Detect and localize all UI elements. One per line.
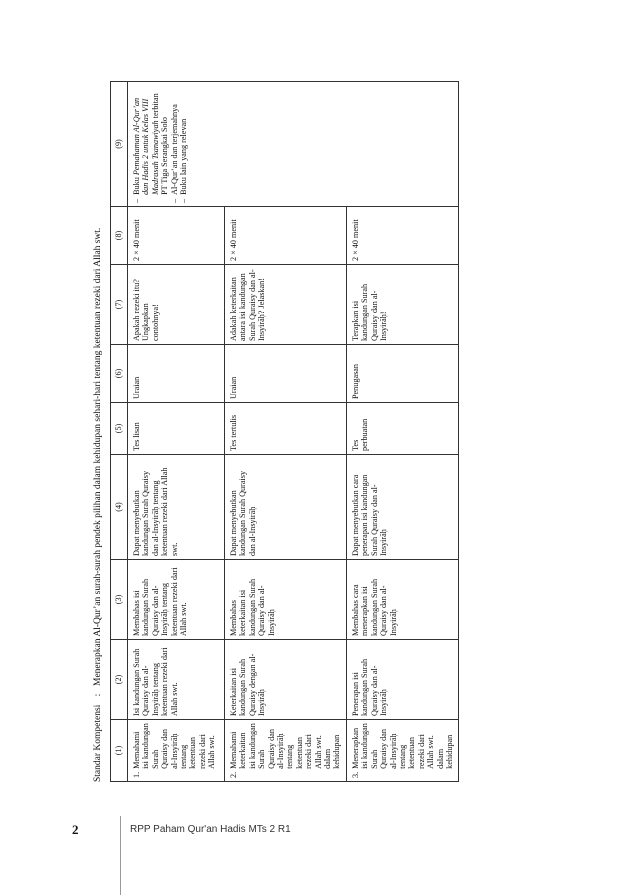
kegiatan-cell: Membahas cara menerapkan isi kandungan Surah Quraisy dan al-Insyirāḥ <box>346 560 458 640</box>
list-item: – Buku Pemahaman Al-Qur’an dan Hadis 2 untuk Kelas VIII Madrasah Tsanawiyah terbitan PT Tiga Serangkai Solo <box>132 93 170 203</box>
list-item: – Buku lain yang relevan <box>179 118 189 203</box>
book-prefix: Buku <box>132 177 141 195</box>
bentuk-cell: Penugasan <box>346 345 458 403</box>
contoh-instrumen-cell: Apakah rezeki itu? Ungkapkan contohnya! <box>128 265 225 345</box>
teknik-cell: Tes lisan <box>128 403 225 455</box>
kompetensi-dasar-cell <box>225 720 347 782</box>
kompetensi-dasar-text: Memahami keterkaitan isi kandungan Surah Quraisy dan al-Insyirāḥ tentang ketentuan rezeki dari Allah swt. dalam kehidupan <box>229 723 342 769</box>
footer-divider <box>120 816 121 895</box>
kompetensi-dasar-cell <box>346 720 458 782</box>
table-header-row <box>111 82 128 782</box>
sk-colon: : <box>93 693 103 697</box>
col-header: (1) <box>111 720 128 782</box>
quran-source: Al-Qur’an dan terjemahnya <box>169 104 179 195</box>
col-header: (7) <box>111 265 128 345</box>
contoh-instrumen-cell: Terapkan isi kandungan Surah Quraisy dan al-Insyirāḥ! <box>346 265 458 345</box>
book-title: Pemahaman Al-Qur’an dan Hadis 2 untuk Kelas VIII Madrasah Tsanawiyah <box>132 97 160 195</box>
col-header: (4) <box>111 455 128 560</box>
col-header: (6) <box>111 345 128 403</box>
kompetensi-dasar-cell <box>128 720 225 782</box>
sumber-list <box>132 85 188 203</box>
indikator-cell: Dapat menyebutkan kandungan Surah Quraisy dan al-Insyirāḥ <box>225 455 347 560</box>
row-number: 2. <box>229 771 238 778</box>
col-header: (2) <box>111 640 128 720</box>
col-header: (9) <box>111 82 128 207</box>
sk-label: Standar Kompetensi <box>93 704 103 782</box>
materi-cell: Penerapan isi kandungan Surah Quraisy dan al-Insyirāḥ <box>346 640 458 720</box>
page-number: 2 <box>72 822 79 837</box>
teknik-cell: Tes perbuatan <box>346 403 458 455</box>
contoh-instrumen-cell: Adakah keterkaitan antara isi kandungan Surah Quraisy dan al-Insyirāḥ? Jelaskan! <box>225 265 347 345</box>
materi-cell: Keterkaitan isi kandungan Surah Quraisy dengan al-Insyirāḥ <box>225 640 347 720</box>
rpp-table <box>110 81 459 782</box>
kompetensi-dasar-text: Menerapkan isi kandungan Surah Quraisy dan al-Insyirāḥ tentang ketentuan rezeki dari Allah swt. dalam kehidupan <box>350 723 454 769</box>
other-source: Buku lain yang relevan <box>179 118 189 195</box>
alokasi-waktu-cell: 2 × 40 menit <box>346 207 458 265</box>
row-number: 1. <box>132 771 141 778</box>
bentuk-cell: Uraian <box>128 345 225 403</box>
standar-kompetensi-line <box>88 82 108 782</box>
table-row <box>128 82 225 782</box>
teknik-cell: Tes tertulis <box>225 403 347 455</box>
col-header: (3) <box>111 560 128 640</box>
sumber-belajar-cell <box>128 82 459 207</box>
sk-text: Menerapkan Al-Qur’an surah-surah pendek pilihan dalam kehidupan sehari-hari tentang ketentuan rezeki dari Allah swt. <box>93 227 103 686</box>
row-number: 3. <box>350 771 360 778</box>
kegiatan-cell: Membahas keterkaitan isi kandungan Surah Quraisy dan al-Insyirāḥ <box>225 560 347 640</box>
kegiatan-cell: Membahas isi kandungan Surah Quraisy dan al-Insyirāḥ tentang ketentuan rezeki dari Allah swt. <box>128 560 225 640</box>
bentuk-cell: Uraian <box>225 345 347 403</box>
alokasi-waktu-cell: 2 × 40 menit <box>225 207 347 265</box>
indikator-cell: Dapat menyebutkan kandungan Surah Quraisy dan al-Insyirāḥ tentang ketentuan rezeki dari Allah swt. <box>128 455 225 560</box>
alokasi-waktu-cell: 2 × 40 menit <box>128 207 225 265</box>
rotated-page-content <box>88 82 454 782</box>
book-publisher: terbitan PT Tiga Serangkai Solo <box>150 93 170 195</box>
indikator-cell: Dapat menyebutkan cara penerapan isi kandungan Surah Quraisy dan al-Insyirāḥ <box>346 455 458 560</box>
footer-title: RPP Paham Qur'an Hadis MTs 2 R1 <box>130 824 291 835</box>
list-item: – Al-Qur’an dan terjemahnya <box>169 104 179 203</box>
col-header: (5) <box>111 403 128 455</box>
materi-cell: Isi kandungan Surah Quraisy dan al-Insyirāḥ tentang ketentuan rezeki dari Allah swt. <box>128 640 225 720</box>
col-header: (8) <box>111 207 128 265</box>
kompetensi-dasar-text: Memahami isi kandungan Surah Quraisy dan al-Insyirāḥ tentang ketentuan rezeki dari Allah swt. <box>132 723 217 769</box>
